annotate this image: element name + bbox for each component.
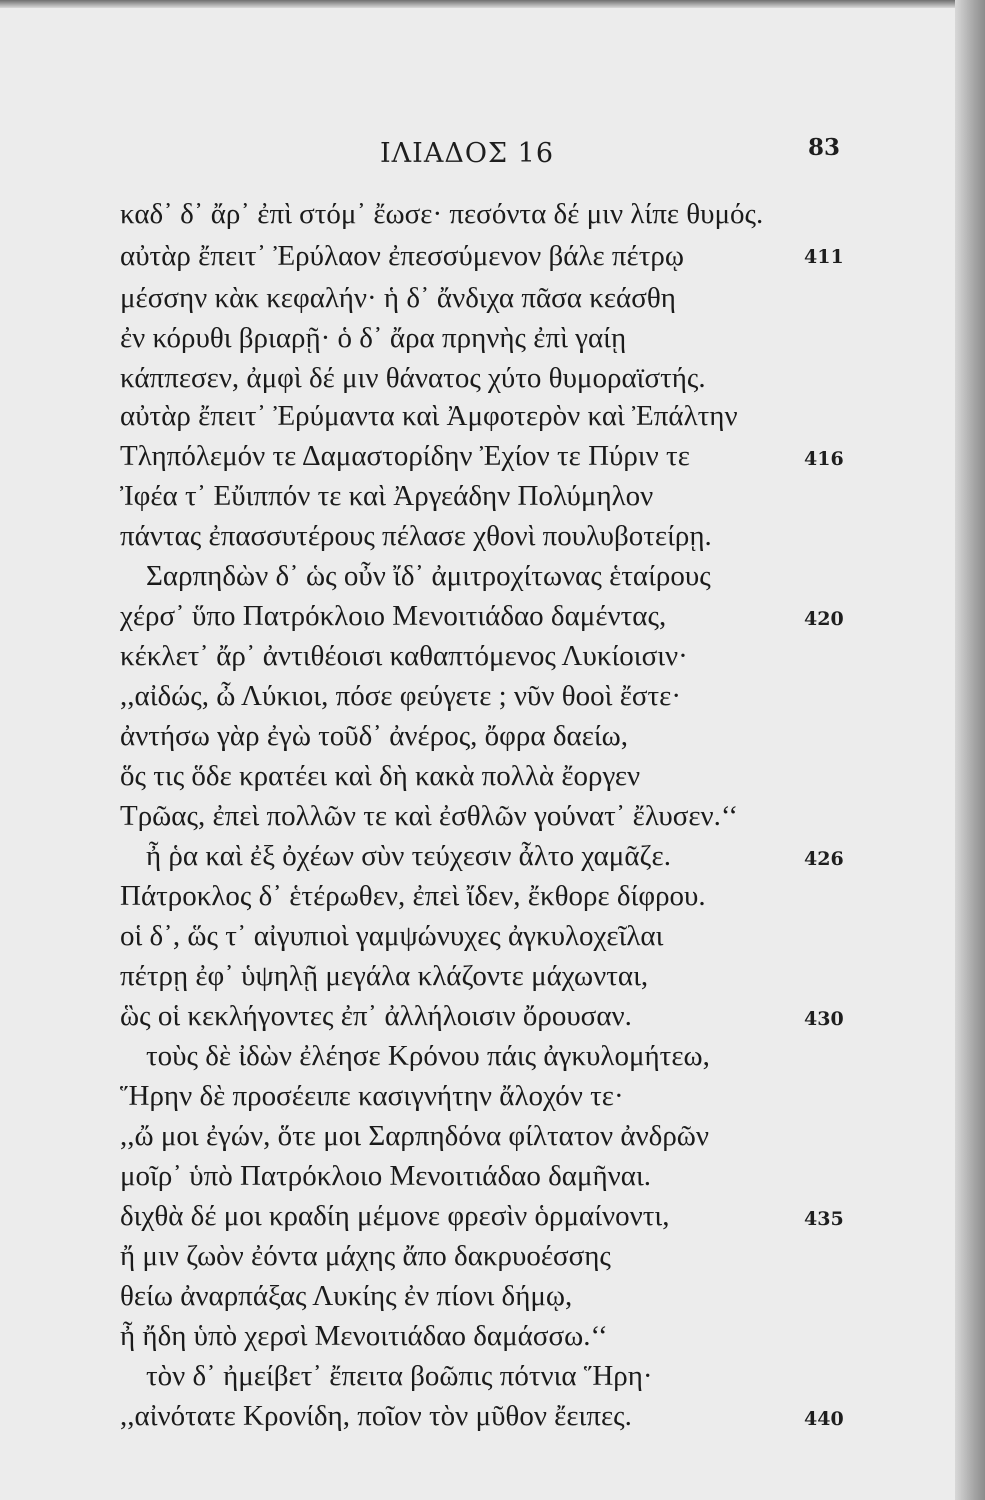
verse-line: χέρσ᾽ ὕπο Πατρόκλοιο Μενοιτιάδαο δαμέντας,: [120, 600, 667, 632]
line-number: 440: [804, 1408, 844, 1430]
line-number: 411: [804, 246, 844, 268]
verse-line: πάντας ἐπασσυτέρους πέλασε χθονὶ πουλυβοτείρῃ.: [120, 520, 712, 552]
verse-line: μέσσην κὰκ κεφαλήν· ἡ δ᾽ ἄνδιχα πᾶσα κεάσθη: [120, 282, 676, 314]
line-number: 416: [804, 448, 844, 470]
verse-line: ὣς οἱ κεκλήγοντες ἐπ᾽ ἀλλήλοισιν ὄρουσαν.: [120, 1000, 632, 1032]
verse-line: ,,αἰνότατε Κρονίδη, ποῖον τὸν μῦθον ἔειπες.: [120, 1400, 632, 1432]
verse-line: ἀντήσω γὰρ ἐγὼ τοῦδ᾽ ἀνέρος, ὄφρα δαείω,: [120, 720, 629, 752]
verse-line: ἦ ἤδη ὑπὸ χερσὶ Μενοιτιάδαο δαμάσσω.‘‘: [120, 1320, 608, 1352]
verse-line: ὅς τις ὅδε κρατέει καὶ δὴ κακὰ πολλὰ ἔοργεν: [120, 760, 641, 792]
line-number: 426: [804, 848, 844, 870]
page-top-edge: [0, 0, 955, 8]
verse-line: ἐν κόρυθι βριαρῇ· ὁ δ᾽ ἄρα πρηνὴς ἐπὶ γαίῃ: [120, 322, 627, 354]
verse-line: διχθὰ δέ μοι κραδίη μέμονε φρεσὶν ὁρμαίνοντι,: [120, 1200, 670, 1232]
verse-line: Σαρπηδὼν δ᾽ ὡς οὖν ἴδ᾽ ἀμιτροχίτωνας ἑταίρους: [146, 560, 711, 592]
verse-line: ,,αἰδώς, ὦ Λύκιοι, πόσε φεύγετε ; νῦν θοοὶ ἔστε·: [120, 680, 682, 712]
line-number: 420: [804, 608, 844, 630]
running-head-title: ΙΛΙΑΔΟΣ 16: [380, 138, 554, 169]
verse-line: τοὺς δὲ ἰδὼν ἐλέησε Κρόνου πάις ἀγκυλομήτεω,: [146, 1040, 710, 1072]
verse-line: πέτρῃ ἐφ᾽ ὑψηλῇ μεγάλα κλάζοντε μάχωνται,: [120, 960, 649, 992]
page-stack-edge: [955, 0, 985, 1500]
page-number: 83: [808, 134, 841, 161]
verse-line: κέκλετ᾽ ἄρ᾽ ἀντιθέοισι καθαπτόμενος Λυκίοισιν·: [120, 640, 688, 672]
verse-line: ,,ὤ μοι ἐγών, ὅτε μοι Σαρπηδόνα φίλτατον ἀνδρῶν: [120, 1120, 709, 1152]
verse-line: ἦ ῥα καὶ ἐξ ὀχέων σὺν τεύχεσιν ἆλτο χαμᾶζε.: [146, 840, 671, 872]
verse-line: καδ᾽ δ᾽ ἄρ᾽ ἐπὶ στόμ᾽ ἔωσε· πεσόντα δέ μιν λίπε θυμός.: [120, 198, 764, 230]
verse-line: Ἥρην δὲ προσέειπε κασιγνήτην ἄλοχόν τε·: [120, 1080, 624, 1112]
line-number: 430: [804, 1008, 844, 1030]
verse-line: Ἰφέα τ᾽ Εὔιππόν τε καὶ Ἀργεάδην Πολύμηλον: [120, 480, 654, 512]
verse-line: Τρῶας, ἐπεὶ πολλῶν τε καὶ ἐσθλῶν γούνατ᾽ ἔλυσεν.‘‘: [120, 800, 739, 832]
verse-line: Τληπόλεμόν τε Δαμαστορίδην Ἐχίον τε Πύριν τε: [120, 440, 690, 472]
verse-line: θείω ἀναρπάξας Λυκίης ἐν πίονι δήμῳ,: [120, 1280, 573, 1312]
verse-line: αὐτὰρ ἔπειτ᾽ Ἐρύλαον ἐπεσσύμενον βάλε πέτρῳ: [120, 240, 684, 272]
verse-line: οἱ δ᾽, ὥς τ᾽ αἰγυπιοὶ γαμψώνυχες ἀγκυλοχεῖλαι: [120, 920, 664, 952]
verse-line: μοῖρ᾽ ὑπὸ Πατρόκλοιο Μενοιτιάδαο δαμῆναι.: [120, 1160, 652, 1192]
verse-line: κάππεσεν, ἀμφὶ δέ μιν θάνατος χύτο θυμοραϊστής.: [120, 362, 706, 394]
verse-line: τὸν δ᾽ ἠμείβετ᾽ ἔπειτα βοῶπις πότνια Ἥρη·: [146, 1360, 653, 1392]
verse-line: ἤ μιν ζωὸν ἐόντα μάχης ἄπο δακρυοέσσης: [120, 1240, 611, 1272]
line-number: 435: [804, 1208, 844, 1230]
verse-line: Πάτροκλος δ᾽ ἑτέρωθεν, ἐπεὶ ἴδεν, ἔκθορε δίφρου.: [120, 880, 706, 912]
verse-line: αὐτὰρ ἔπειτ᾽ Ἐρύμαντα καὶ Ἀμφοτερὸν καὶ Ἐπάλτην: [120, 400, 738, 432]
